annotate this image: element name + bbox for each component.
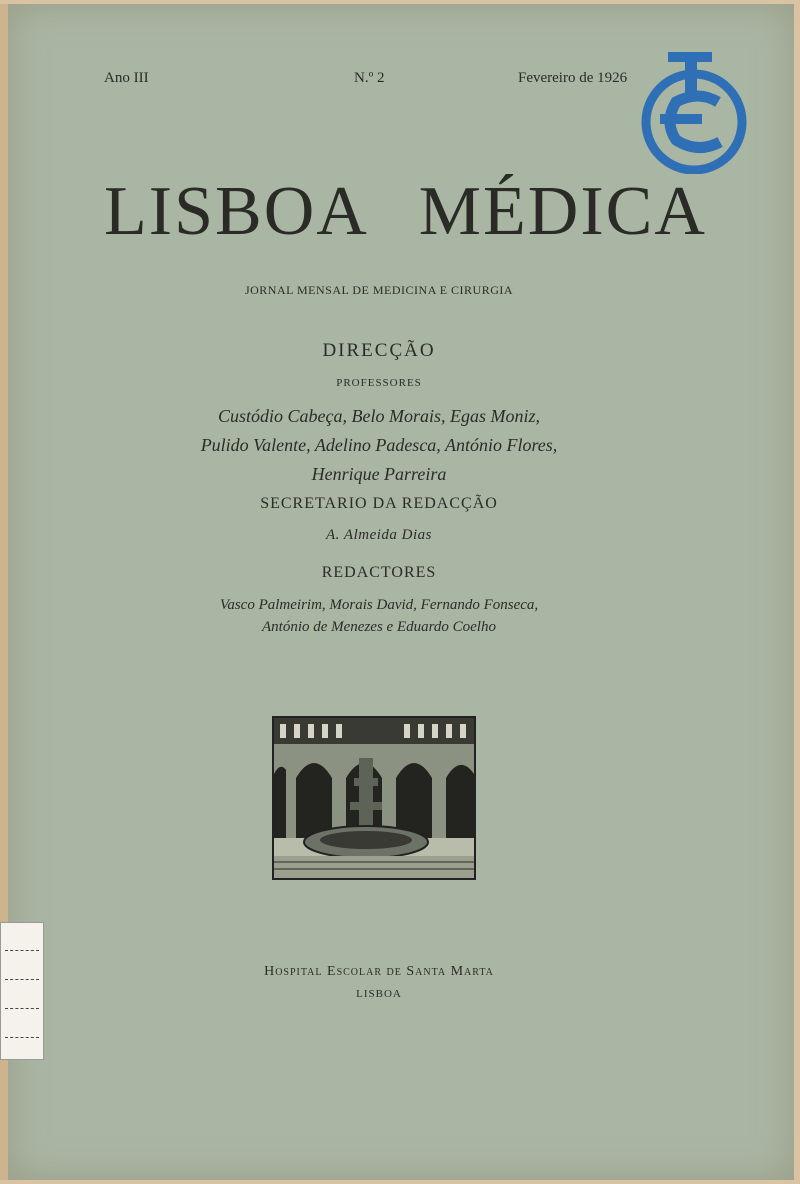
journal-cover [8,4,794,1180]
library-stamp-icon [638,50,752,174]
publisher-city: LISBOA [356,988,402,1000]
secretary-heading: SECRETARIO DA REDACÇÃO [260,495,498,512]
cloister-fountain-engraving [272,716,476,880]
issue-number: N.º 2 [354,70,385,86]
secretary-name: A. Almeida Dias [326,527,432,543]
journal-title [104,172,707,252]
issue-date: Fevereiro de 1926 [518,70,628,86]
professors-label: PROFESSORES [336,377,422,389]
direction-names-line: Henrique Parreira [311,464,447,484]
direction-names [8,402,750,489]
editors-names-line: António de Menezes e Eduardo Coelho [262,619,496,635]
direction-names-line: Custódio Cabeça, Belo Morais, Egas Moniz, [218,406,540,426]
title-word-medica: MÉDICA [418,173,707,250]
title-word-lisboa: LISBOA [104,173,369,250]
library-shelf-label [0,922,44,1060]
journal-subtitle: JORNAL MENSAL DE MEDICINA E CIRURGIA [244,283,514,297]
editors-names-line: Vasco Palmeirim, Morais David, Fernando Fonseca, [219,597,539,613]
volume-year: Ano III [104,70,149,86]
editors-names [8,594,750,638]
direction-names-line: Pulido Valente, Adelino Padesca, António Flores, [200,435,558,455]
editors-heading: REDACTORES [321,564,437,581]
direction-heading: DIRECÇÃO [322,340,436,361]
publisher-name: Hospital Escolar de Santa Marta [264,964,494,979]
